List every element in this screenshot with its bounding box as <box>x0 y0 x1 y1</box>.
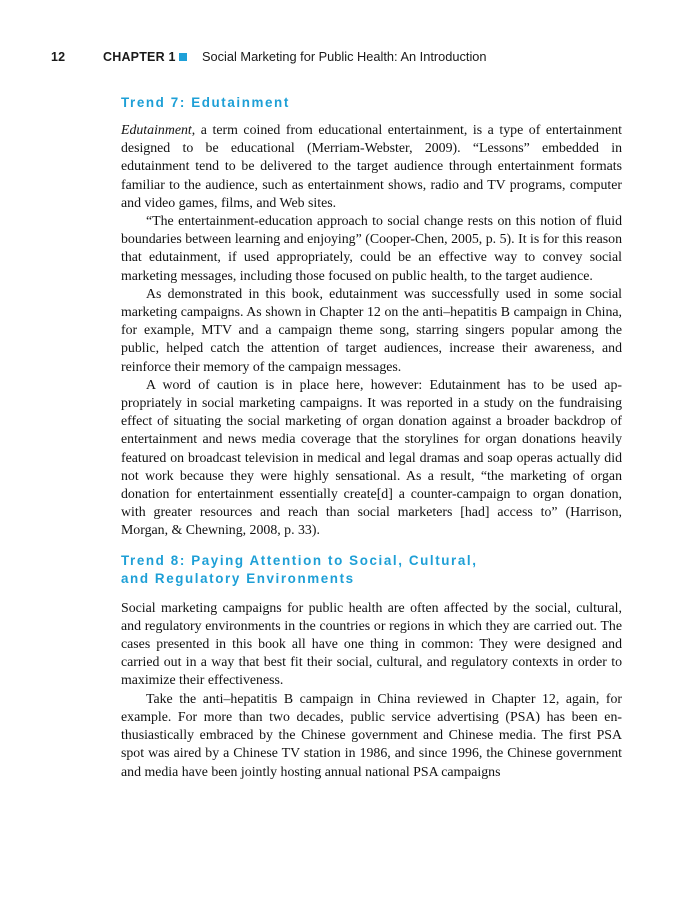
trend8-heading <box>121 552 622 588</box>
chapter-label: CHAPTER 1 <box>103 50 176 64</box>
trend7-paragraph-4: A word of caution is in place here, however: Edutainment has to be used appropriately in social marketing campaigns. It was reported in a study on the fundraising effect of situating the social marketing of organ donation against a broader backdrop of entertainment and news media coverage that the storylines for organ donations heavily featured on broadcast television in medical and legal dramas and soap operas actually did not work because they were highly sensational. As a result, “the marketing of organ donation for entertainment essentially create[d] a counter-campaign to organ donation, with greater resources and reach than social marketers [had] access to” (Harrison, Morgan, & Chewning, 2008, p. 33). <box>121 376 622 538</box>
trend8-heading-line-2: and Regulatory Environments <box>121 570 355 586</box>
trend8-paragraph-1: Social marketing campaigns for public health are often affected by the social, cultural, and regulatory environments in the countries or regions in which they are carried out. The cases presented in this book all have one thing in common: They were designed and carried out in a way that best fit their social, cultural, and regulatory contexts in order to maximize their effectiveness. <box>121 599 622 688</box>
trend7-paragraph-1 <box>121 121 622 212</box>
trend7-paragraph-2: “The entertainment-education approach to social change rests on this notion of fluid boundaries between learning and enjoying” (Cooper-Chen, 2005, p. 5). It is for this reason that edutainment, if used appropriately, could be an effective way to convey social marketing messages, including those focused on public health, to the target audience. <box>121 213 622 283</box>
trend8-paragraph-2: Take the anti–hepatitis B campaign in China reviewed in Chapter 12, again, for example. For more than two decades, public service advertising (PSA) has been enthusiastically embraced by the Chinese government and Chinese media. The first PSA spot was aired by a Chinese TV station in 1986, and since 1996, the Chinese government and media have been jointly hosting annual national PSA campaigns <box>121 690 622 779</box>
running-title: Social Marketing for Public Health: An Introduction <box>202 49 487 64</box>
page-body <box>121 94 622 781</box>
page-number: 12 <box>51 50 66 64</box>
trend7-paragraph-1-text: , a term coined from educational entertainment, is a type of entertainment designed to be educational (Merriam-Webster, 2009). “Lessons” embedded in edutainment tend to be delivered to the target audience through entertainment formats familiar to the audience, such as entertainment shows, radio and TV programs, computer and video games, films, and Web sites. <box>121 122 622 210</box>
edutainment-term: Edutainment <box>121 122 192 137</box>
trend7-paragraph-3: As demonstrated in this book, edutainment was successfully used in some social marketing campaigns. As shown in Chapter 12 on the anti–hepatitis B campaign in China, for example, MTV and a campaign theme song, starring singers popular among the public, helped catch the attention of target audiences, increase their awareness, and reinforce their memory of the campaign messages. <box>121 285 622 374</box>
square-bullet-icon <box>179 53 187 61</box>
trend7-heading: Trend 7: Edutainment <box>121 95 290 110</box>
trend8-heading-line-1: Trend 8: Paying Attention to Social, Cultural, <box>121 552 478 568</box>
